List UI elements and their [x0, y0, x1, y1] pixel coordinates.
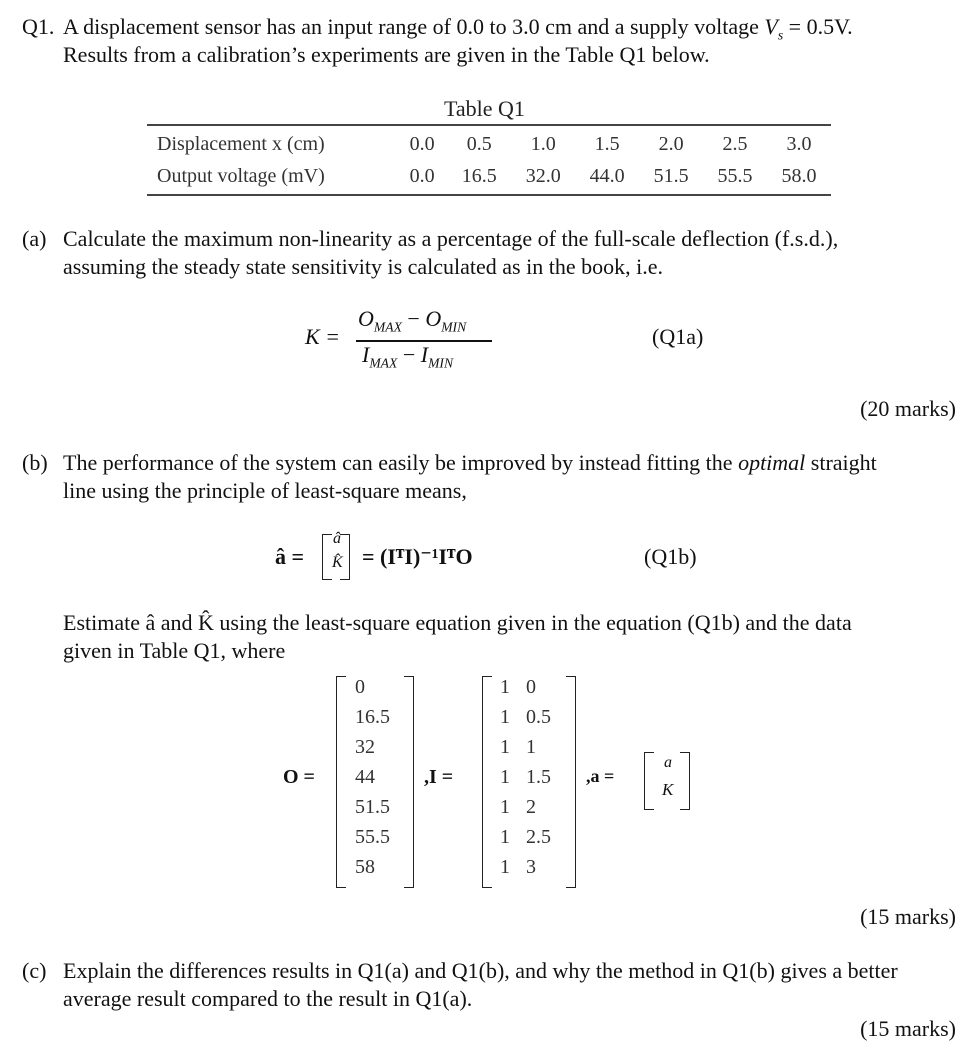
row-label: Output voltage (mV)	[147, 160, 397, 195]
eq-b-rhs: = (IᵀI)⁻¹IᵀO	[362, 544, 473, 569]
matrix-o-entry: 0	[355, 676, 365, 698]
matrix-o-entry: 32	[355, 736, 375, 758]
part-c-marks: (15 marks)	[860, 1016, 956, 1041]
eq-b-vector-top: â	[333, 530, 341, 547]
part-c-line-1: Explain the differences results in Q1(a) and Q1(b), and why the method in Q1(b) gives a better	[63, 958, 898, 983]
matrix-i-entry: 1	[500, 676, 510, 698]
matrix-i-entry: 0.5	[526, 706, 551, 728]
part-b-line-2: line using the principle of least-square means,	[63, 478, 467, 503]
matrix-i-entry: 1	[500, 736, 510, 758]
intro-line-1	[63, 14, 853, 43]
intro-line-2: Results from a calibration’s experiments are given in the Table Q1 below.	[63, 42, 710, 67]
matrix-o-entry: 55.5	[355, 826, 390, 848]
table-cell: 58.0	[767, 160, 831, 195]
eq-b-vector-right-bracket	[340, 534, 350, 580]
matrix-i-entry: 3	[526, 856, 536, 878]
vector-a-entry: K	[662, 780, 674, 799]
num-sub-min: MIN	[441, 319, 467, 335]
table-cell: 0.0	[397, 160, 447, 195]
eq-a-tag: (Q1a)	[652, 324, 704, 349]
question-number: Q1.	[22, 14, 55, 39]
matrix-o-right-bracket	[404, 676, 414, 888]
eq-a-numerator	[358, 306, 466, 335]
matrix-i-entry: 1	[500, 706, 510, 728]
part-c-line-2: average result compared to the result in Q1(a).	[63, 986, 473, 1011]
table-cell: 3.0	[767, 125, 831, 160]
part-a-line-2: assuming the steady state sensitivity is calculated as in the book, i.e.	[63, 254, 663, 279]
matrix-i-entry: 1	[526, 736, 536, 758]
matrix-i-entry: 1	[500, 766, 510, 788]
part-b-estimate-line-2: given in Table Q1, where	[63, 638, 286, 663]
den-sub-min: MIN	[428, 355, 454, 371]
calibration-table	[147, 124, 831, 196]
part-a-label: (a)	[22, 226, 47, 251]
part-b-label: (b)	[22, 450, 48, 475]
part-c-label: (c)	[22, 958, 47, 983]
num-o-min: O	[425, 306, 442, 331]
part-a-marks: (20 marks)	[860, 396, 956, 421]
eq-a-lhs: K =	[305, 324, 341, 349]
table-caption: Table Q1	[444, 96, 525, 121]
table-row-voltage	[147, 160, 831, 195]
table-cell: 32.0	[511, 160, 575, 195]
den-minus: −	[402, 342, 416, 367]
den-sub-max: MAX	[369, 355, 398, 371]
table-cell: 51.5	[639, 160, 703, 195]
matrix-i-entry: 1	[500, 796, 510, 818]
eq-b-vector-left-bracket	[322, 534, 332, 580]
vector-a-entry: a	[664, 754, 672, 771]
matrix-o-entry: 16.5	[355, 706, 390, 728]
table-cell: 44.0	[575, 160, 639, 195]
part-b-line1-em: optimal	[738, 450, 806, 475]
matrix-o-entry: 44	[355, 766, 375, 788]
table-cell: 55.5	[703, 160, 767, 195]
part-b-estimate-line-1: Estimate â and K̂ using the least-square equation given in the equation (Q1b) and the data	[63, 610, 852, 635]
table-cell: 1.5	[575, 125, 639, 160]
vs-symbol: V	[764, 14, 778, 39]
matrix-i-entry: 1.5	[526, 766, 551, 788]
matrix-i-entry: 2.5	[526, 826, 551, 848]
vector-a-label: ,a =	[586, 766, 615, 786]
vs-value: = 0.5V.	[788, 14, 853, 39]
num-minus: −	[407, 306, 420, 331]
eq-b-tag: (Q1b)	[644, 544, 697, 569]
den-i-max: I	[362, 342, 370, 367]
part-b-line1-pre: The performance of the system can easily be improved by instead fitting the	[63, 450, 733, 475]
matrix-i-left-bracket	[482, 676, 492, 888]
matrix-o-entry: 58	[355, 856, 375, 878]
matrix-i-right-bracket	[566, 676, 576, 888]
vector-a-right-bracket	[680, 752, 690, 810]
matrix-i-entry: 2	[526, 796, 536, 818]
table-cell: 0.0	[397, 125, 447, 160]
table-cell: 0.5	[447, 125, 511, 160]
matrix-o-entry: 51.5	[355, 796, 390, 818]
num-o-max: O	[358, 306, 374, 331]
table-cell: 16.5	[447, 160, 511, 195]
table-row-displacement	[147, 125, 831, 160]
den-i-min: I	[420, 342, 429, 367]
matrix-i-entry: 1	[500, 826, 510, 848]
table-cell: 2.0	[639, 125, 703, 160]
eq-b-lhs: â =	[275, 544, 305, 569]
vector-a-left-bracket	[644, 752, 654, 810]
matrix-o-left-bracket	[336, 676, 346, 888]
part-a-line-1: Calculate the maximum non-linearity as a percentage of the full-scale deflection (f.s.d.),	[63, 226, 839, 251]
matrix-i-entry: 0	[526, 676, 536, 698]
part-b-line-1	[63, 450, 877, 476]
part-b-line1-post: straight	[810, 450, 877, 475]
matrix-i-entry: 1	[500, 856, 510, 878]
matrix-i-label: ,I =	[424, 766, 454, 788]
table-cell: 2.5	[703, 125, 767, 160]
row-label: Displacement x (cm)	[147, 125, 397, 160]
table-cell: 1.0	[511, 125, 575, 160]
eq-b-vector-bottom: K̂	[332, 554, 343, 571]
vs-subscript: s	[777, 27, 784, 43]
part-b-marks: (15 marks)	[860, 904, 956, 929]
num-sub-max: MAX	[373, 319, 402, 335]
intro-text: A displacement sensor has an input range of 0.0 to 3.0 cm and a supply voltage	[63, 14, 759, 39]
matrix-o-label: O =	[283, 766, 315, 788]
eq-a-denominator	[362, 342, 453, 371]
